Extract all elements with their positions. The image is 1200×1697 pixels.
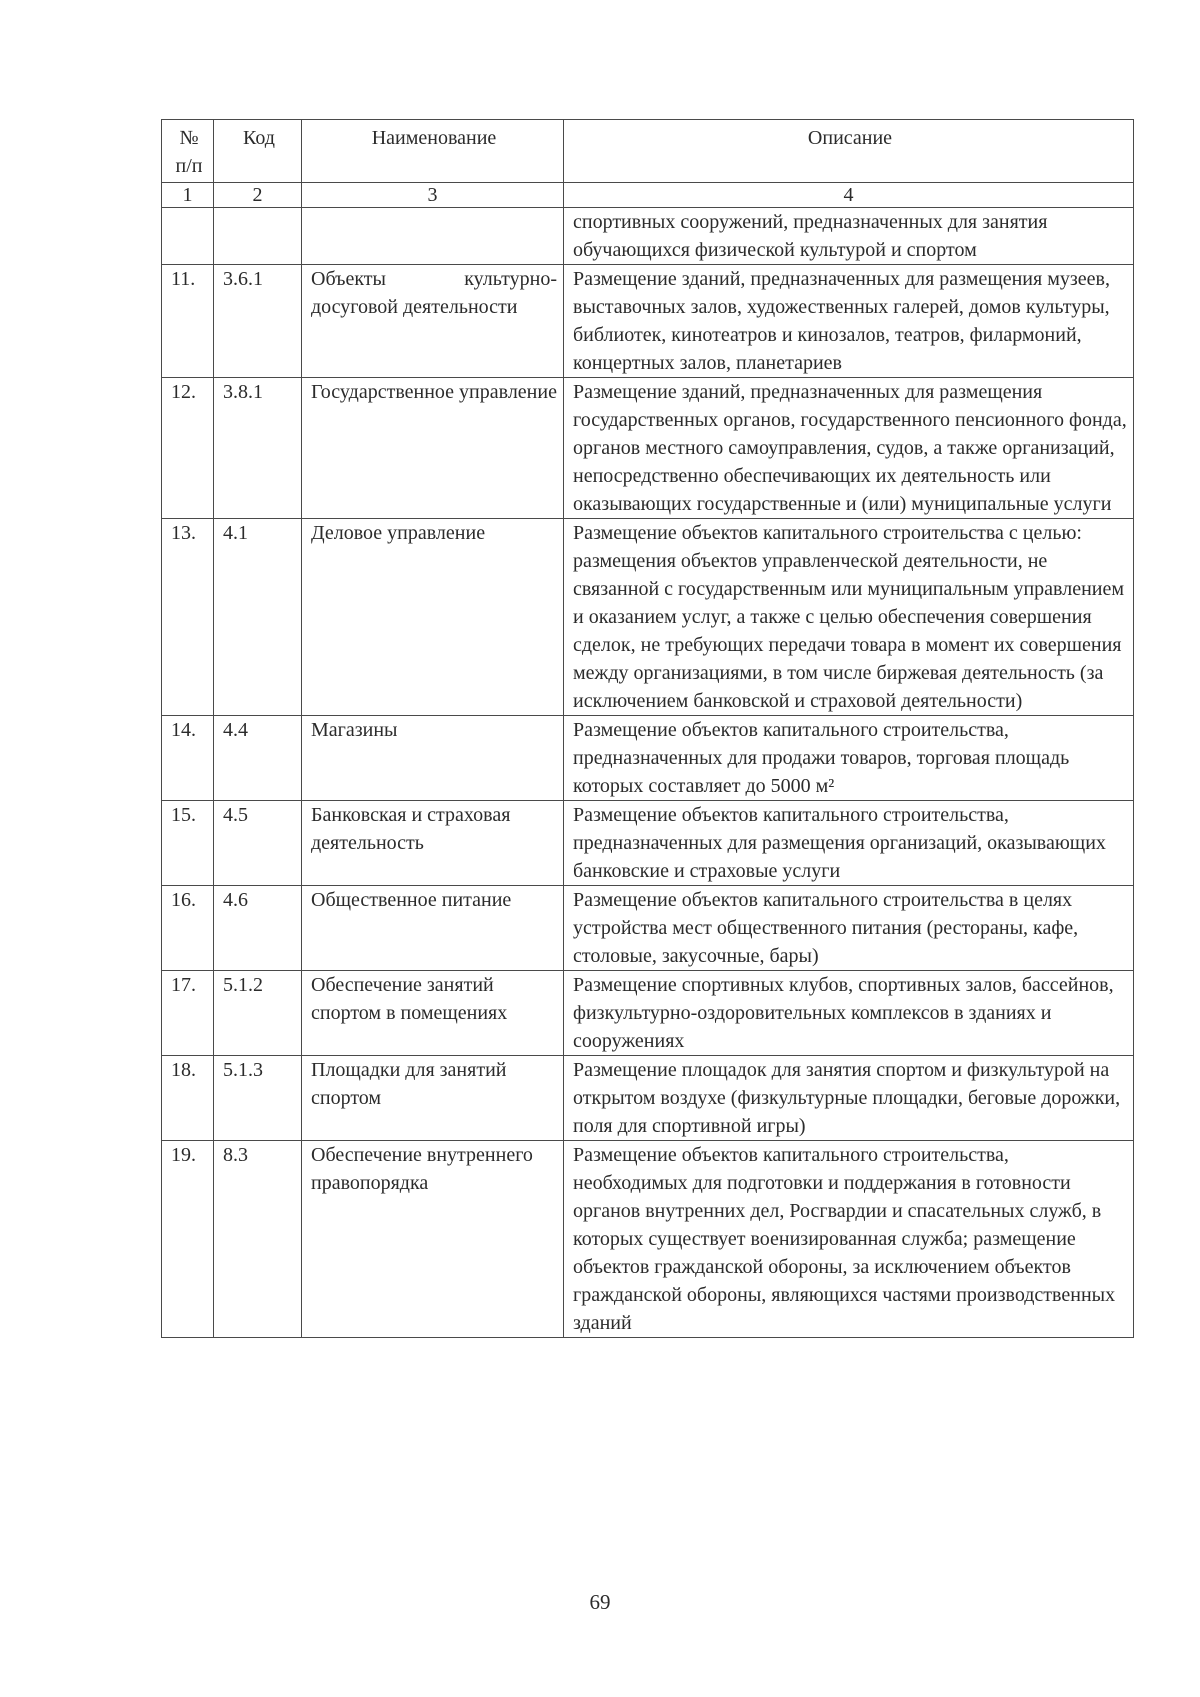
row-description: Размещение зданий, предназначенных для размещения государственных органов, государственного пенсионного фонда, органов местного самоуправления, судов, а также организаций, непосредственно обеспечивающих их деятельность или оказывающих государственные и (или) муниципальные услуги [564, 378, 1134, 519]
row-name: Обеспечение внутреннего правопорядка [302, 1141, 564, 1338]
table-row [162, 265, 1134, 378]
row-name: Объекты культурно-досуговой деятельности [302, 265, 564, 378]
row-description: Размещение объектов капитального строительства, необходимых для подготовки и поддержания в готовности органов внутренних дел, Росгвардии и спасательных служб, в которых существует военизированная служба; размещение объектов гражданской обороны, за исключением объектов гражданской обороны, являющихся частями производственных зданий [564, 1141, 1134, 1338]
row-code: 3.8.1 [214, 378, 302, 519]
row-number [162, 208, 214, 265]
column-number: 4 [564, 183, 1134, 208]
row-description: Размещение площадок для занятия спортом и физкультурой на открытом воздухе (физкультурные площадки, беговые дорожки, поля для спортивной игры) [564, 1056, 1134, 1141]
table-row [162, 801, 1134, 886]
table-row [162, 716, 1134, 801]
row-code: 8.3 [214, 1141, 302, 1338]
page-number: 69 [589, 1590, 611, 1614]
column-number: 1 [162, 183, 214, 208]
row-code: 4.1 [214, 519, 302, 716]
row-description: Размещение спортивных клубов, спортивных залов, бассейнов, физкультурно-оздоровительных комплексов в зданиях и сооружениях [564, 971, 1134, 1056]
row-number: 12. [162, 378, 214, 519]
row-name: Деловое управление [302, 519, 564, 716]
column-number: 3 [302, 183, 564, 208]
row-number: 14. [162, 716, 214, 801]
row-code: 4.4 [214, 716, 302, 801]
table-row [162, 378, 1134, 519]
row-name: Обеспечение занятий спортом в помещениях [302, 971, 564, 1056]
row-name: Банковская и страховая деятельность [302, 801, 564, 886]
row-code: 3.6.1 [214, 265, 302, 378]
row-description: спортивных сооружений, предназначенных для занятия обучающихся физической культурой и спортом [564, 208, 1134, 265]
row-number: 17. [162, 971, 214, 1056]
row-code: 4.6 [214, 886, 302, 971]
row-name: Общественное питание [302, 886, 564, 971]
header-name: Наименование [302, 120, 564, 183]
row-number: 19. [162, 1141, 214, 1338]
column-number: 2 [214, 183, 302, 208]
table-row [162, 971, 1134, 1056]
row-description: Размещение зданий, предназначенных для размещения музеев, выставочных залов, художественных галерей, домов культуры, библиотек, кинотеатров и кинозалов, театров, филармоний, концертных залов, планетариев [564, 265, 1134, 378]
row-number: 13. [162, 519, 214, 716]
row-name [302, 208, 564, 265]
row-number: 16. [162, 886, 214, 971]
header-description: Описание [564, 120, 1134, 183]
header-code: Код [214, 120, 302, 183]
table-header-row [162, 120, 1134, 183]
row-description: Размещение объектов капитального строительства с целью: размещения объектов управленческой деятельности, не связанной с государственным или муниципальным управлением и оказанием услуг, а также с целью обеспечения совершения сделок, не требующих передачи товара в момент их совершения между организациями, в том числе биржевая деятельность (за исключением банковской и страховой деятельности) [564, 519, 1134, 716]
row-number: 11. [162, 265, 214, 378]
row-number: 15. [162, 801, 214, 886]
table-row [162, 519, 1134, 716]
table-row [162, 1141, 1134, 1338]
land-use-table [161, 119, 1134, 1338]
row-name: Площадки для занятий спортом [302, 1056, 564, 1141]
header-number: № п/п [162, 120, 214, 183]
row-description: Размещение объектов капитального строительства в целях устройства мест общественного питания (рестораны, кафе, столовые, закусочные, бары) [564, 886, 1134, 971]
table-row [162, 886, 1134, 971]
row-name: Магазины [302, 716, 564, 801]
row-description: Размещение объектов капитального строительства, предназначенных для продажи товаров, торговая площадь которых составляет до 5000 м² [564, 716, 1134, 801]
row-name: Государственное управление [302, 378, 564, 519]
row-number: 18. [162, 1056, 214, 1141]
row-code: 4.5 [214, 801, 302, 886]
row-code: 5.1.3 [214, 1056, 302, 1141]
row-description: Размещение объектов капитального строительства, предназначенных для размещения организаций, оказывающих банковские и страховые услуги [564, 801, 1134, 886]
table-row [162, 208, 1134, 265]
table-row [162, 1056, 1134, 1141]
row-code: 5.1.2 [214, 971, 302, 1056]
row-code [214, 208, 302, 265]
column-number-row [162, 183, 1134, 208]
